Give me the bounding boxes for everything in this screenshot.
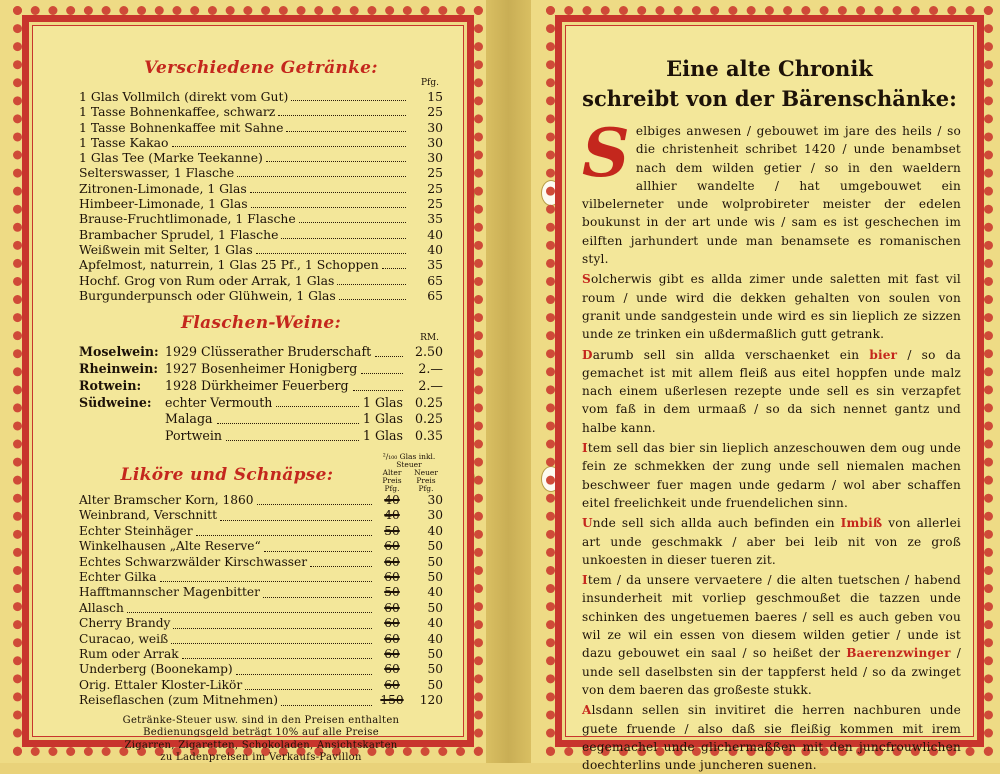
liqueur-name: Reiseflaschen (zum Mitnehmen) [79,693,279,708]
paragraph [582,114,961,268]
leader-dots [171,632,372,644]
leader-dots [173,616,372,628]
liqueur-old-price: 60 [384,662,400,677]
liqueur-new-price: 50 [427,554,443,569]
liqueur-name: Underberg (Boonekamp) [79,662,233,677]
liqueur-name: Echter Steinhäger [79,523,193,538]
liqueur-name: Alter Bramscher Korn, 1860 [79,492,254,507]
leader-dots [286,131,406,132]
liqueur-old-price: 60 [384,631,400,646]
wine-type: Südweine: [79,394,152,410]
paragraph [582,439,961,512]
drink-price: 35 [427,211,443,227]
footer-line: Bedienungsgeld beträgt 10% auf alle Preise [143,727,379,739]
footer-line: zu Ladenpreisen im Verkaufs-Pavillon [160,752,362,764]
drink-price: 25 [427,196,443,212]
paragraph-text: arumb sell sin allda verschaenket ein [592,347,870,362]
paragraph-text: olcherwis gibt es allda zimer unde saletten mit fast vil roum / unde wird die dekken gehalten von soulen von granit unde sandgestein unde wird es sin lieplich ze sizzen unde ze trinken ein ußdermaßlich gutt getrank. [582,272,961,342]
liqueur-name: Hafftmannscher Magenbitter [79,585,260,600]
paragraph-text: nde sell sich allda auch befinden ein [592,516,841,531]
liqueur-row [79,662,443,677]
chronicle-text [566,114,973,774]
leader-dots [182,647,372,659]
liqueur-old-price: 60 [384,647,400,661]
leader-dots [310,555,372,567]
liqueur-row [79,647,443,662]
drink-name: Weißwein mit Selter, 1 Glas [79,241,253,257]
menu-footer [79,715,443,765]
drinks-heading: Verschiedene Getränke: [144,58,378,78]
wine-desc-group [165,378,407,395]
leader-dots [264,539,372,551]
wine-desc: 1927 Bosenheimer Honigberg [165,360,358,376]
liqueur-new-price: 50 [427,662,443,677]
wine-desc: 1929 Clüsserather Bruderschaft [165,344,372,360]
highlight-word: bier [869,347,898,362]
liqueur-new-price: 50 [427,600,443,615]
drink-name: Himbeer-Limonade, 1 Glas [79,196,248,212]
liqueur-new-price: 30 [427,508,443,523]
wine-type: Rheinwein: [79,360,159,376]
liqueur-name: Winkelhausen „Alte Reserve“ [79,539,261,554]
leader-dots [220,508,372,520]
leader-dots [281,238,406,239]
drink-price: 65 [427,287,443,303]
liqueur-new-price: 50 [427,539,443,554]
wine-desc: echter Vermouth [165,394,273,410]
wine-measure: 1 Glas [362,428,403,444]
chronicle-title-line2: schreibt von der Bärenschänke: [582,86,957,111]
leader-dots [299,222,406,223]
liqueur-row [79,616,443,631]
drink-row [79,227,443,242]
paragraph-text: tem sell das bier sin lieplich anzeschouwen dem oug unde fein ze schmekken der zung unde sell niemalen machen beschweer fuer magen unde gedarm / wol aber schaffen eitel freelichkeit unde fruendelichen sinn. [582,441,961,510]
drink-name: 1 Tasse Bohnenkaffee mit Sahne [79,119,284,135]
drinks-list [79,89,443,303]
leader-dots [361,361,403,374]
liqueur-new-price: 50 [427,569,443,584]
drink-price: 30 [427,119,443,135]
wine-desc-group [165,361,407,378]
drink-row [79,165,443,180]
wine-price: 2.— [418,377,443,393]
leader-dots [236,662,372,674]
menu-panel [33,26,463,764]
liqueur-old-price: 50 [384,585,400,600]
chronicle-panel [566,26,973,773]
wine-price: 0.35 [414,428,443,444]
liqueur-old-price: 40 [384,492,400,507]
leader-dots [337,284,406,285]
drink-row [79,242,443,257]
drink-name: Burgunderpunsch oder Glühwein, 1 Glas [79,287,336,303]
wine-desc-group [165,344,407,361]
wine-desc-group [165,428,407,445]
drink-row [79,257,443,272]
drink-price: 40 [427,226,443,242]
paragraph [582,571,961,699]
paragraph-text: elbiges anwesen / gebouwet im jare des heils / so die christenheit schribet 1420 / unde benambset nach dem wilden getier / so in den waeldern allhier wandelte / hat umgebouwet ein vilbelerneter unde wolprobireter meister der edelen boukunst in der art unde wis / sam es ist geschechen im eilften jarhundert unde man benamsete es romanischen styl. [582,124,961,267]
drink-price: 30 [427,150,443,166]
leader-dots [172,146,407,147]
wine-row [79,411,443,428]
liqueur-row [79,585,443,600]
initial: I [582,573,588,588]
wine-row [79,344,443,361]
drink-price: 40 [427,241,443,257]
wine-measure: 1 Glas [362,411,403,427]
drink-name: 1 Tasse Kakao [79,134,169,150]
leader-dots [160,570,372,582]
leader-dots [256,253,406,254]
wine-type: Rotwein: [79,377,142,393]
liqueur-old-price: 60 [384,554,400,569]
drink-name: Brause-Fruchtlimonade, 1 Flasche [79,211,296,227]
wine-desc: Malaga [165,411,213,427]
wine-price: 2.— [418,360,443,376]
leader-dots [339,299,406,300]
drink-row [79,120,443,135]
liqueur-new-price: 120 [419,693,443,708]
leader-dots [281,693,372,705]
wine-price: 0.25 [414,394,443,410]
wines-unit: RM. [420,333,439,344]
drink-name: 1 Glas Tee (Marke Teekanne) [79,150,263,166]
initial: U [582,516,593,531]
drink-price: 25 [427,180,443,196]
liqueur-row [79,693,443,708]
leader-dots [353,378,403,391]
liqueurs-header-top: ²/₁₀₀ Glas inkl. Steuer [382,451,436,469]
paragraph [582,701,961,774]
paragraph-text: / so da gemachet ist mit allem fleiß aus eitel hoppfen unde malz nach einem ußerlesen rezepte unde sell es sin verzapfet vom faß in dem urmaaß / so da sich nennet gantz und halbe kann. [582,347,961,435]
initial: D [582,347,593,362]
liqueur-name: Echter Gilka [79,569,157,584]
drink-row [79,288,443,303]
leader-dots [245,678,372,690]
liqueurs-list [79,493,443,709]
wine-price: 0.25 [414,411,443,427]
drink-row [79,89,443,104]
liqueur-old-price: 60 [384,569,400,584]
drink-row [79,150,443,165]
liqueur-row [79,555,443,570]
paragraph [582,270,961,343]
binding-gutter [486,0,531,763]
chronicle-title-line1: Eine alte Chronik [666,56,873,81]
liqueur-row [79,493,443,508]
drinks-unit: Pfg. [420,78,439,88]
highlight-word: Baerenzwinger [846,646,951,661]
liqueur-old-price: 150 [380,693,404,708]
wine-type: Moselwein: [79,344,159,360]
liqueur-row [79,570,443,585]
drink-name: Zitronen-Limonade, 1 Glas [79,180,247,196]
paragraph-text: von allerlei art unde geschmakk / aber bei leib nit von ze groß unkoesten in dieser tueren zit. [582,516,961,567]
wines-heading: Flaschen-Weine: [180,313,342,334]
drink-row [79,211,443,226]
drink-name: Apfelmost, naturrein, 1 Glas 25 Pf., 1 Schoppen [79,257,379,273]
initial: S [582,272,591,287]
paragraph [582,346,961,437]
drink-row [79,181,443,196]
drink-price: 35 [427,257,443,273]
drink-name: 1 Glas Vollmilch (direkt vom Gut) [79,89,289,104]
drop-cap: S [582,114,630,192]
liqueur-name: Echtes Schwarzwälder Kirschwasser [79,554,308,569]
leader-dots [375,344,403,357]
drink-row [79,135,443,150]
liqueur-new-price: 40 [427,631,443,646]
leader-dots [257,493,372,505]
drink-price: 65 [427,272,443,288]
wine-price: 2.50 [414,344,443,360]
leader-dots [263,585,372,597]
leader-dots [237,176,406,177]
liqueur-row [79,632,443,647]
leader-dots [250,192,406,193]
drink-price: 30 [427,134,443,150]
wines-list [79,344,443,445]
drink-row [79,104,443,119]
liqueur-new-price: 40 [427,585,443,600]
paragraph-text: / unde sell daselbsten sin der tappferst held / so da zwinget von dem baeren das großeste stukk. [582,646,961,697]
drink-row [79,273,443,288]
leader-dots [251,207,406,208]
liqueur-new-price: 50 [427,647,443,661]
liqueur-row [79,601,443,616]
wine-desc: Portwein [165,428,222,444]
wine-measure: 1 Glas [362,394,403,410]
liqueur-old-price: 60 [384,616,400,631]
drink-row [79,196,443,211]
leader-dots [278,115,406,116]
wine-row [79,428,443,445]
drink-name: Hochf. Grog von Rum oder Arrak, 1 Glas [79,272,335,288]
paragraph-text: lsdann sellen sin invitiret die herren nachburen unde guete fruende / also daß sie fleißig kommen mit irem eegemachel unde glichermaßßen mit den juncfrouwlichen doechterlins unde juncheren suenen. [582,703,961,773]
leader-dots [127,601,372,613]
drink-name: 1 Tasse Bohnenkaffee, schwarz [79,104,276,120]
drink-name: Brambacher Sprudel, 1 Flasche [79,226,279,242]
footer-line: Getränke-Steuer usw. sind in den Preisen enthalten [122,714,400,726]
leader-dots [266,161,406,162]
wine-desc-group [165,395,407,412]
liqueur-new-price: 40 [427,616,443,631]
liqueur-new-price: 30 [427,492,443,507]
leader-dots [276,395,359,408]
wine-row [79,395,443,412]
liqueurs-heading: Liköre und Schnäpse: [120,464,334,485]
liqueur-row [79,508,443,523]
liqueur-new-price: 50 [427,677,443,692]
initial: I [582,441,588,456]
liqueur-name: Curacao, weiß [79,631,169,646]
drink-price: 25 [427,165,443,181]
wine-desc: 1928 Dürkheimer Feuerberg [165,377,349,393]
leader-dots [217,411,359,424]
wine-type [79,428,165,445]
drink-price: 15 [427,89,443,104]
initial: A [582,703,592,718]
liqueurs-header-old: Alter Preis Pfg. [382,467,402,493]
leader-dots [196,524,372,536]
liqueur-name: Cherry Brandy [79,616,171,631]
paragraph-text: tem / da unsere vervaetere / die alten tuetschen / habend insunderheit mit vorliep geschmoußet die tazzen unde schinken des ungetuemen baeres / sell es auch geben vou wil ze wil ein essen von diesem wilden getier / unde ist dazu gebouwet ein saal / so heißet der [582,573,961,661]
liqueur-name: Allasch [79,600,124,615]
leader-dots [382,268,406,269]
liqueur-name: Rum oder Arrak [79,647,179,661]
liqueur-old-price: 60 [384,600,400,615]
liqueur-name: Weinbrand, Verschnitt [79,508,217,523]
liqueur-old-price: 60 [384,539,400,554]
liqueur-new-price: 40 [427,523,443,538]
footer-line: Zigarren, Zigaretten, Schokoladen, Ansichtskarten [124,739,398,751]
wine-row [79,378,443,395]
liqueurs-header-new: Neuer Preis Pfg. [414,467,438,493]
leader-dots [291,100,406,101]
wine-desc-group [165,411,407,428]
drink-name: Selterswasser, 1 Flasche [79,165,235,181]
paragraph [582,514,961,569]
liqueur-old-price: 60 [384,677,400,692]
liqueur-name: Orig. Ettaler Kloster-Likör [79,677,243,692]
highlight-word: Imbiß [840,516,883,531]
liqueur-old-price: 40 [384,508,400,523]
leader-dots [226,428,359,441]
liqueur-old-price: 50 [384,523,400,538]
wine-row [79,361,443,378]
wine-type [79,411,165,428]
liqueur-row [79,524,443,539]
liqueur-row [79,678,443,693]
drink-price: 25 [427,104,443,120]
liqueur-row [79,539,443,554]
